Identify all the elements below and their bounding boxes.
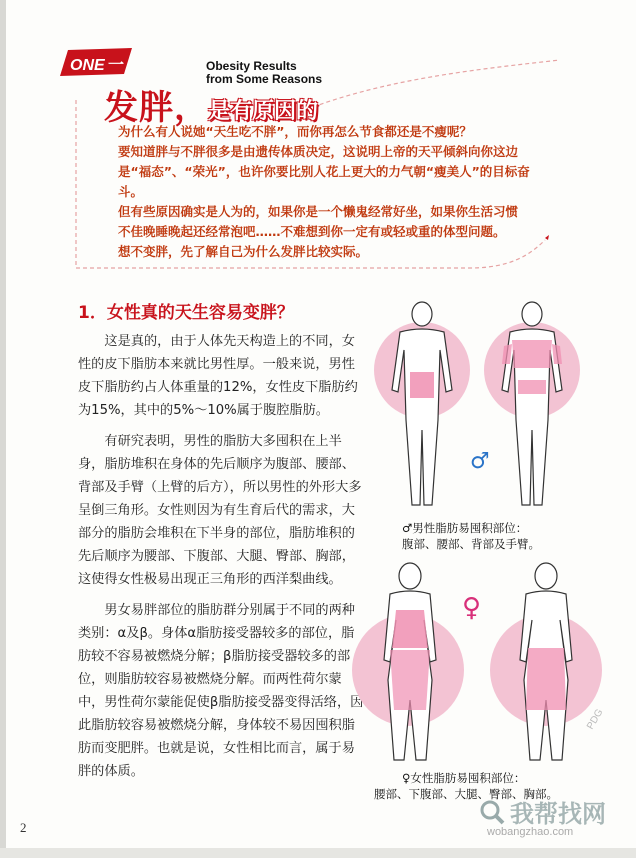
chapter-title-main: 发胖， [104,88,209,128]
male-caption-line2: 腹部、腰部、背部及手臂。 [402,537,540,551]
male-body-figure [372,300,622,515]
page-number: 2 [20,820,27,835]
magnifier-icon [478,798,506,826]
female-caption-line1: ♀女性脂肪易囤积部位： [402,771,526,785]
watermark-url: wobangzhao.com [487,826,574,838]
pdg-mark: PDG [585,707,606,732]
intro-paragraph-3: 但有些原因确实是人为的，如果你是一个懒鬼经常好坐，如果你生活习惯不佳晚睡晚起还经常泡吧……不难想到你一定有或轻或重的体型问题。 [118,204,519,239]
body-paragraph-1: 这是真的，由于人体先天构造上的不同，女性的皮下脂肪本来就比男性厚。一般来说，男性皮下脂肪约占人体重量的12%，女性皮下脂肪约为15%，其中的5%～10%属于腹腔脂肪。 [78,334,358,418]
intro-paragraph-4: 想不变胖，先了解自己为什么发胖比较实际。 [118,244,369,259]
male-caption-line1: ♂男性脂肪易囤积部位： [402,521,528,535]
female-symbol: ♀ [462,593,482,623]
intro-paragraph-2: 要知道胖与不胖很多是由遗传体质决定，这说明上帝的天平倾斜向你这边是“福态”、“荣光”，也许你要比别人花上更大的力气朝“瘦美人”的目标奋斗。 [118,144,530,199]
male-caption [402,520,540,552]
intro-block [100,122,530,262]
section-body [78,330,366,791]
intro-paragraph-1: 为什么有人说她“天生吃不胖”，而你再怎么节食都还是不瘦呢？ [118,124,472,139]
watermark-text: 我帮找网 [510,800,606,828]
english-title-line1: Obesity Results [206,59,297,73]
badge-text: ONE [70,57,105,74]
male-symbol: ♂ [470,449,490,474]
chapter-title-sub: 是有原因的 [208,99,319,124]
female-caption-line2: 腰部、下腹部、大腿、臀部、胸部。 [374,787,558,801]
badge-number: 一 [108,55,125,74]
english-title [206,60,336,86]
page-bottom-edge [0,848,636,858]
english-title-line2: from Some Reasons [206,72,323,86]
female-body-figure [346,560,626,770]
body-paragraph-3: 男女易胖部位的脂肪群分别属于不同的两种类别：α及β。身体α脂肪接受器较多的部位，脂肪较不容易被燃烧分解；β脂肪接受器较多的部位，则脂肪较容易被燃烧分解。而两性荷尔蒙中，男性荷尔蒙能促使β脂肪接受器变得活络，因此脂肪较容易被燃烧分解，身体较不易因囤积脂肪而变肥胖。也就是说，女性相比而言，属于易胖的体质。 [78,603,364,779]
body-paragraph-2: 有研究表明，男性的脂肪大多囤积在上半身，脂肪堆积在身体的先后顺序为腹部、腰部、背部及手臂（上臂的后方），所以男性的外形大多呈倒三角形。女性则因为有生育后代的需求，大部分的脂肪会堆积在下半身的部位，脂肪堆积的先后顺序为腰部、下腹部、大腿、臀部、胸部，这使得女性极易出现正三角形的西洋梨曲线。 [78,434,362,587]
chapter-badge [58,46,138,80]
section-title: 1．女性真的天生容易变胖？ [78,303,294,323]
